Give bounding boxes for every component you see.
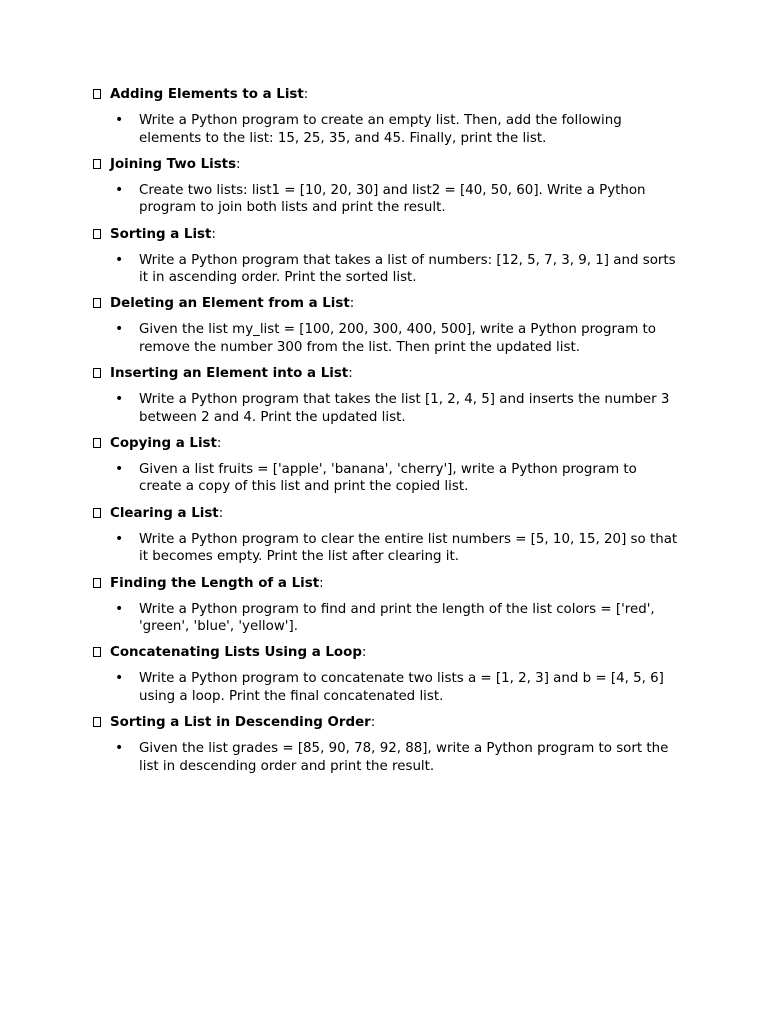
exercise-item (93, 435, 693, 505)
bullet-icon: • (115, 600, 124, 617)
exercise-title-suffix: : (361, 645, 367, 661)
bullet-icon: • (115, 460, 124, 477)
exercise-heading (93, 575, 324, 593)
exercise-title-suffix: : (370, 715, 376, 731)
exercise-title: Inserting an Element into a List (110, 366, 349, 382)
box-glyph-icon (93, 229, 101, 239)
exercise-description: Write a Python program that takes the list [1, 2, 4, 5] and inserts the number 3 between 2 and 4. Print the updated list. (139, 392, 670, 425)
box-glyph-icon (93, 89, 101, 99)
exercise-heading (93, 435, 221, 453)
exercise-title: Adding Elements to a List (110, 87, 304, 102)
exercise-title: Concatenating Lists Using a Loop (110, 645, 362, 661)
exercise-title-suffix: : (349, 296, 355, 312)
bullet-icon: • (115, 251, 124, 268)
exercise-title: Deleting an Element from a List (110, 296, 350, 312)
exercise-description: Given the list grades = [85, 90, 78, 92, 88], write a Python program to sort the list in descending order and print the result. (139, 741, 669, 774)
exercise-item (93, 86, 693, 156)
exercise-title-suffix: : (218, 505, 224, 521)
bullet-icon: • (115, 181, 124, 198)
exercise-item (93, 644, 693, 714)
exercise-item (93, 714, 693, 784)
box-glyph-icon (93, 368, 101, 378)
exercise-description: Write a Python program that takes a list of numbers: [12, 5, 7, 3, 9, 1] and sorts it in ascending order. Print the sorted list. (139, 252, 676, 286)
exercise-title: Sorting a List (110, 226, 212, 242)
exercise-title: Finding the Length of a List (110, 575, 320, 591)
bullet-icon: • (115, 391, 124, 408)
bullet-icon: • (115, 321, 124, 338)
exercise-title: Joining Two Lists (110, 156, 237, 172)
exercise-title-suffix: : (319, 575, 324, 591)
exercise-description: Write a Python program to concatenate two lists a = [1, 2, 3] and b = [4, 5, 6] using a loop. Print the final concatenated list. (139, 671, 664, 704)
exercise-title-suffix: : (216, 435, 222, 451)
exercise-title: Sorting a List in Descending Order (110, 715, 371, 731)
exercise-title-suffix: : (236, 156, 241, 172)
exercise-list (93, 86, 693, 784)
exercise-heading (93, 86, 308, 104)
exercise-item (93, 156, 693, 226)
exercise-description: Create two lists: list1 = [10, 20, 30] and list2 = [40, 50, 60]. Write a Python program to join both lists and print the result. (139, 182, 646, 216)
box-glyph-icon (93, 298, 101, 308)
box-glyph-icon (93, 438, 101, 448)
bullet-icon: • (115, 112, 124, 128)
exercise-description: Write a Python program to clear the entire list numbers = [5, 10, 15, 20] so that it becomes empty. Print the list after clearing it. (139, 531, 678, 565)
exercise-heading (93, 714, 375, 732)
bullet-icon: • (115, 740, 124, 757)
exercise-heading (93, 156, 241, 174)
exercise-item (93, 295, 693, 365)
box-glyph-icon (93, 647, 101, 657)
exercise-heading (93, 505, 223, 523)
bullet-icon: • (115, 670, 124, 687)
exercise-description: Write a Python program to find and print the length of the list colors = ['red', 'green', 'blue', 'yellow']. (139, 601, 655, 635)
exercise-title-suffix: : (211, 226, 216, 242)
exercise-item (93, 505, 693, 575)
box-glyph-icon (93, 578, 101, 588)
exercise-title-suffix: : (348, 366, 353, 382)
box-glyph-icon (93, 508, 101, 518)
exercise-description: Given a list fruits = ['apple', 'banana', 'cherry'], write a Python program to create a copy of this list and print the copied list. (139, 461, 637, 495)
exercise-description: Given the list my_list = [100, 200, 300, 400, 500], write a Python program to remove the number 300 from the list. Then print the updated list. (139, 322, 656, 355)
exercise-item (93, 575, 693, 645)
exercise-description: Write a Python program to create an empty list. Then, add the following elements to the list: 15, 25, 35, and 45. Finally, print the list. (139, 113, 622, 146)
exercise-item (93, 365, 693, 435)
exercise-title: Clearing a List (110, 505, 219, 521)
exercise-heading (93, 226, 216, 244)
exercise-heading (93, 644, 366, 662)
exercise-heading (93, 365, 353, 383)
bullet-icon: • (115, 530, 124, 547)
box-glyph-icon (93, 717, 101, 727)
box-glyph-icon (93, 159, 101, 169)
exercise-item (93, 226, 693, 296)
exercise-title: Copying a List (110, 435, 217, 451)
exercise-title-suffix: : (303, 87, 309, 102)
exercise-heading (93, 295, 354, 313)
